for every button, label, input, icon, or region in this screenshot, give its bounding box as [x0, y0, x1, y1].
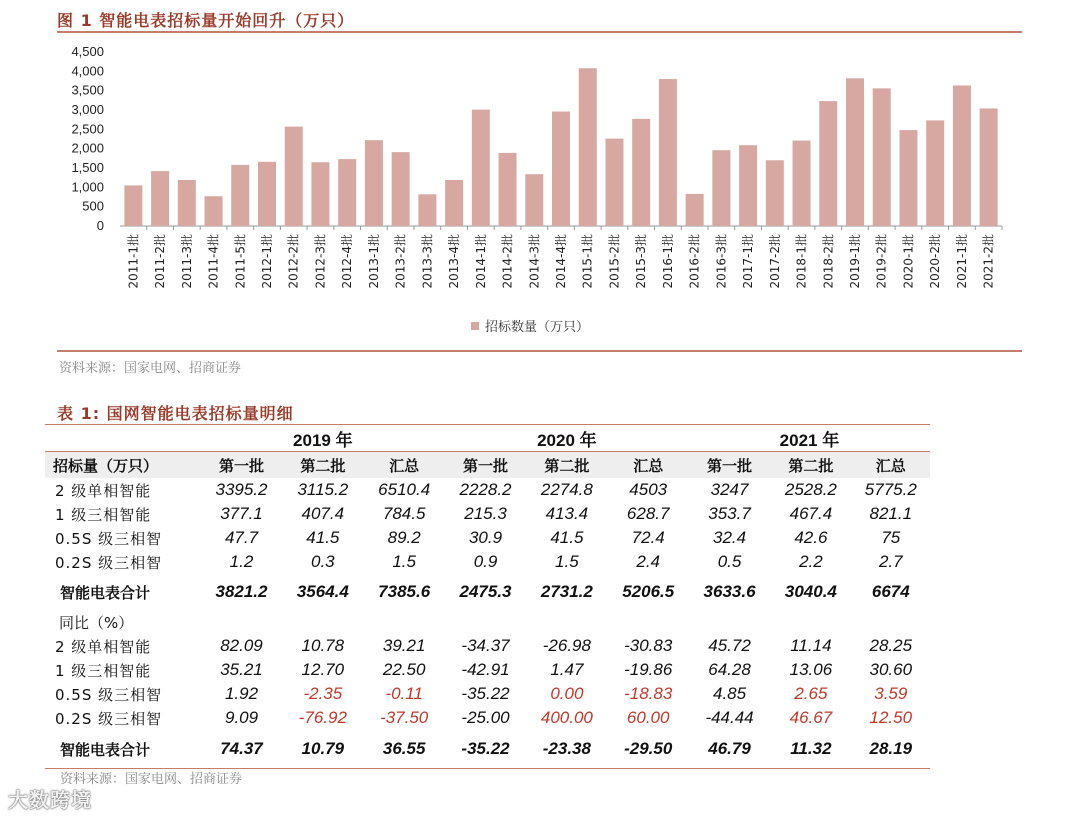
- table-cell: 2.2: [799, 552, 823, 571]
- y-tick-label: 3,000: [71, 102, 104, 117]
- table-cell: 11.32: [770, 730, 851, 769]
- table-cell: 3821.2: [215, 582, 268, 601]
- volume-row: [45, 526, 930, 550]
- x-tick-label: 2015-1批: [580, 234, 595, 289]
- row-label: 0.5S 级三相智: [55, 685, 163, 704]
- table-cell: 39.21: [382, 636, 426, 655]
- x-tick-label: 2014-3批: [527, 234, 542, 289]
- x-tick-label: 2016-3批: [714, 234, 729, 289]
- y-tick-label: 2,000: [71, 140, 104, 156]
- figure-title: 图 1 智能电表招标量开始回升（万只）: [57, 11, 355, 30]
- table-cell: 353.7: [708, 504, 751, 523]
- table-cell: 3395.2: [215, 480, 268, 499]
- bar-chart: [0, 0, 1080, 350]
- table-cell: 1.47: [550, 660, 584, 679]
- column-header: 第二批: [526, 452, 607, 479]
- bar: [819, 101, 837, 226]
- y-tick-label: 3,500: [71, 82, 104, 98]
- x-tick-label: 2017-1批: [741, 234, 756, 289]
- year-header: 2020 年: [445, 426, 689, 452]
- x-tick-label: 2011-3批: [179, 234, 194, 289]
- table-cell: 2731.2: [540, 582, 593, 601]
- table-cell: -23.38: [526, 730, 607, 769]
- y-tick-label: 4,500: [71, 44, 104, 59]
- table-cell: -26.98: [542, 636, 591, 655]
- x-tick-label: 2019-1批: [848, 234, 862, 289]
- bar: [846, 78, 864, 226]
- table-cell: 41.5: [550, 528, 584, 547]
- table-cell: 3040.4: [784, 582, 837, 601]
- table-cell: 2.4: [636, 552, 661, 571]
- bar: [579, 68, 597, 226]
- table-cell: 22.50: [382, 660, 426, 679]
- yoy-subheader-row: [45, 610, 930, 634]
- table-cell: 12.70: [301, 660, 345, 679]
- table-cell: 467.4: [789, 504, 833, 523]
- table-cell: 3115.2: [297, 480, 349, 499]
- table-cell: 28.19: [852, 730, 930, 769]
- bar: [365, 140, 383, 226]
- table-cell: -35.22: [445, 730, 526, 769]
- column-header: 第二批: [282, 452, 363, 479]
- table-title: 表 1: 国网智能电表招标量明细: [57, 404, 294, 423]
- yoy-total-row: [45, 730, 930, 769]
- table-cell: -19.86: [624, 660, 673, 679]
- table-cell: -37.50: [380, 708, 429, 727]
- bar: [124, 185, 142, 226]
- bar: [793, 141, 811, 226]
- bar: [980, 108, 998, 226]
- yoy-row: [45, 634, 930, 658]
- x-tick-label: 2021-2批: [981, 234, 996, 289]
- column-header: 第二批: [770, 452, 851, 479]
- table-source: 资料来源：国家电网、招商证券: [60, 772, 243, 787]
- empty-cell: [282, 610, 363, 634]
- table-cell: 784.5: [382, 504, 426, 523]
- table-cell: -44.44: [705, 708, 754, 727]
- table-cell: 11.14: [790, 636, 832, 655]
- table-cell: -30.83: [624, 636, 673, 655]
- table-cell: 3633.6: [703, 582, 756, 601]
- bar: [899, 130, 917, 226]
- table-cell: 30.9: [468, 528, 503, 547]
- table-cell: 2.7: [878, 552, 903, 571]
- bar: [766, 160, 784, 226]
- bar: [311, 162, 329, 226]
- row-label: 1 级三相智能: [55, 661, 152, 680]
- bar: [178, 180, 196, 226]
- yoy-row: [45, 658, 930, 682]
- column-header: 汇总: [608, 452, 689, 479]
- bar: [953, 85, 971, 226]
- bar: [873, 88, 891, 226]
- table-cell: -18.83: [624, 684, 673, 703]
- table-cell: 1.92: [224, 684, 259, 703]
- volume-row: [45, 550, 930, 574]
- table-cell: 2528.2: [784, 480, 837, 499]
- bar: [686, 194, 704, 226]
- row-label: 0.2S 级三相智: [55, 553, 163, 572]
- bar: [499, 153, 517, 226]
- row-label: 智能电表合计: [45, 730, 201, 769]
- table-cell: 821.1: [869, 504, 913, 523]
- table-cell: 1.2: [229, 552, 254, 571]
- x-tick-label: 2018-1批: [794, 234, 809, 289]
- table-cell: 4503: [629, 480, 668, 499]
- x-tick-label: 2014-1批: [473, 234, 488, 289]
- x-tick-label: 2012-4批: [340, 234, 355, 289]
- table-cell: 2475.3: [459, 582, 512, 601]
- empty-cell: [608, 610, 689, 634]
- year-header-blank: [45, 426, 201, 452]
- x-tick-label: 2011-4批: [206, 234, 221, 289]
- x-tick-label: 2011-5批: [233, 233, 248, 289]
- empty-cell: [201, 610, 282, 634]
- x-tick-label: 2016-1批: [660, 234, 675, 289]
- table-cell: 6674: [871, 582, 910, 601]
- x-tick-label: 2013-3批: [420, 234, 435, 289]
- table-cell: 46.67: [789, 708, 833, 727]
- table-cell: -76.92: [298, 708, 347, 727]
- year-header: 2021 年: [689, 426, 930, 452]
- table-cell: 47.7: [224, 528, 259, 547]
- table-cell: 0.3: [311, 552, 335, 571]
- table-cell: 45.72: [708, 636, 751, 655]
- table-cell: 9.09: [224, 708, 259, 727]
- column-header: 汇总: [852, 452, 930, 479]
- x-tick-label: 2014-2批: [500, 233, 515, 289]
- empty-cell: [689, 610, 770, 634]
- table-cell: 215.3: [464, 504, 507, 523]
- table-cell: 2274.8: [540, 480, 593, 499]
- table-cell: 1.5: [555, 552, 579, 571]
- table-cell: 46.79: [689, 730, 770, 769]
- row-label: 2 级单相智能: [55, 481, 152, 500]
- yoy-row: [45, 682, 930, 706]
- x-tick-label: 2013-4批: [447, 234, 462, 289]
- table-cell: 82.09: [220, 636, 263, 655]
- empty-cell: [770, 610, 851, 634]
- x-tick-label: 2012-1批: [260, 234, 274, 289]
- table-cell: 628.7: [626, 504, 670, 523]
- column-header: 汇总: [364, 452, 445, 479]
- bar: [605, 139, 623, 226]
- x-tick-label: 2013-1批: [366, 234, 381, 289]
- bar: [472, 110, 490, 226]
- bar: [926, 120, 944, 226]
- yoy-subheader: 同比（%）: [59, 613, 134, 632]
- bar: [552, 112, 570, 226]
- bar: [632, 119, 650, 226]
- row-label: 0.5S 级三相智: [55, 529, 163, 548]
- x-tick-label: 2016-2批: [687, 234, 702, 289]
- table-cell: 5206.5: [622, 582, 675, 601]
- table-cell: -34.37: [461, 636, 510, 655]
- table-cell: 2228.2: [459, 480, 512, 499]
- table-cell: -2.35: [303, 684, 343, 703]
- table-cell: 74.37: [201, 730, 282, 769]
- table-cell: -42.91: [461, 660, 510, 679]
- bar: [712, 150, 730, 226]
- x-tick-label: 2011-1批: [126, 234, 141, 289]
- x-tick-label: 2011-2批: [153, 234, 168, 289]
- legend-label: 招标数量（万只）: [485, 320, 590, 335]
- column-header: 第一批: [689, 452, 770, 479]
- table-cell: 36.55: [364, 730, 445, 769]
- table-cell: 30.60: [869, 660, 913, 679]
- table-cell: 400.00: [540, 708, 593, 727]
- table-cell: -29.50: [608, 730, 689, 769]
- table-cell: 75: [881, 528, 901, 547]
- chart-legend: [471, 316, 589, 335]
- table-cell: 2.65: [794, 684, 828, 703]
- x-tick-label: 2013-2批: [393, 234, 408, 289]
- y-tick-label: 500: [82, 198, 104, 214]
- table-cell: 35.21: [220, 660, 263, 679]
- empty-cell: [364, 610, 445, 634]
- table-cell: 13.06: [789, 660, 833, 679]
- x-tick-label: 2020-2批: [928, 234, 943, 289]
- table-cell: 72.4: [631, 528, 665, 547]
- table-cell: 7385.6: [378, 582, 431, 601]
- table-cell: 6510.4: [378, 480, 431, 499]
- bar: [659, 79, 677, 226]
- table-cell: 3.59: [874, 684, 908, 703]
- y-tick-label: 4,000: [71, 63, 104, 79]
- table-cell: 10.79: [282, 730, 363, 769]
- table-cell: 60.00: [626, 708, 670, 727]
- table-cell: 12.50: [869, 708, 913, 727]
- x-tick-label: 2018-2批: [821, 234, 836, 289]
- year-header: 2019 年: [201, 426, 445, 452]
- table-cell: -35.22: [461, 684, 510, 703]
- table-cell: 42.6: [794, 528, 828, 547]
- x-tick-label: 2012-2批: [286, 234, 301, 289]
- bar: [392, 152, 410, 226]
- bar: [151, 171, 169, 226]
- x-tick-label: 2017-2批: [767, 234, 782, 289]
- table-cell: 3247: [710, 480, 749, 499]
- bar: [445, 180, 463, 226]
- column-header: 第一批: [445, 452, 526, 479]
- bar: [739, 145, 757, 226]
- table-cell: 4.85: [713, 684, 747, 703]
- volume-row: [45, 502, 930, 526]
- empty-cell: [526, 610, 607, 634]
- volume-row: [45, 478, 930, 502]
- figure-bottom-rule: [57, 350, 1022, 352]
- row-label: 0.2S 级三相智: [55, 709, 163, 728]
- table-cell: 41.5: [306, 528, 340, 547]
- empty-cell: [852, 610, 930, 634]
- table-cell: 407.4: [301, 504, 345, 523]
- bar: [258, 162, 276, 226]
- row-label: 2 级单相智能: [55, 637, 152, 656]
- x-tick-label: 2015-3批: [634, 234, 649, 289]
- x-tick-label: 2019-2批: [874, 234, 889, 289]
- bar: [285, 127, 303, 226]
- x-tick-label: 2021-1批: [954, 234, 969, 289]
- year-header-row: [45, 426, 930, 452]
- bar: [231, 165, 249, 226]
- legend-swatch: [471, 322, 479, 330]
- bar: [338, 159, 356, 226]
- x-tick-label: 2012-3批: [313, 234, 328, 289]
- y-tick-label: 0: [96, 218, 104, 233]
- figure-source: 资料来源：国家电网、招商证券: [59, 361, 242, 376]
- table-cell: 5775.2: [864, 480, 917, 499]
- y-tick-label: 1,500: [71, 160, 104, 175]
- volume-total-row: [45, 574, 930, 610]
- row-label: 智能电表合计: [60, 583, 151, 602]
- table-cell: -25.00: [461, 708, 510, 727]
- bar: [525, 174, 543, 226]
- bar: [205, 196, 223, 226]
- table-cell: 64.28: [708, 660, 751, 679]
- y-tick-label: 1,000: [71, 179, 104, 195]
- watermark-logo: 大数跨境: [8, 788, 92, 812]
- x-tick-label: 2014-4批: [554, 234, 568, 289]
- column-header-label: 招标量（万只）: [45, 452, 201, 479]
- column-header-row: [45, 452, 930, 479]
- table-cell: 413.4: [545, 504, 589, 523]
- table-cell: -0.11: [385, 684, 423, 703]
- table-cell: 0.5: [717, 552, 742, 571]
- y-tick-label: 2,500: [71, 121, 104, 137]
- empty-cell: [445, 610, 526, 634]
- table-top-rule: [45, 424, 930, 425]
- table-cell: 1.5: [392, 552, 416, 571]
- column-header: 第一批: [201, 452, 282, 479]
- table-cell: 32.4: [713, 528, 747, 547]
- yoy-row: [45, 706, 930, 730]
- table-cell: 89.2: [387, 528, 421, 547]
- table-cell: 0.00: [550, 684, 584, 703]
- x-tick-label: 2020-1批: [901, 234, 916, 289]
- bar: [418, 194, 436, 226]
- table-cell: 10.78: [301, 636, 345, 655]
- table-cell: 28.25: [869, 636, 913, 655]
- x-tick-label: 2015-2批: [607, 234, 622, 289]
- table-cell: 0.9: [473, 552, 498, 571]
- table-cell: 3564.4: [296, 582, 349, 601]
- row-label: 1 级三相智能: [55, 505, 152, 524]
- bid-volume-table: [45, 426, 930, 769]
- table-cell: 377.1: [220, 504, 263, 523]
